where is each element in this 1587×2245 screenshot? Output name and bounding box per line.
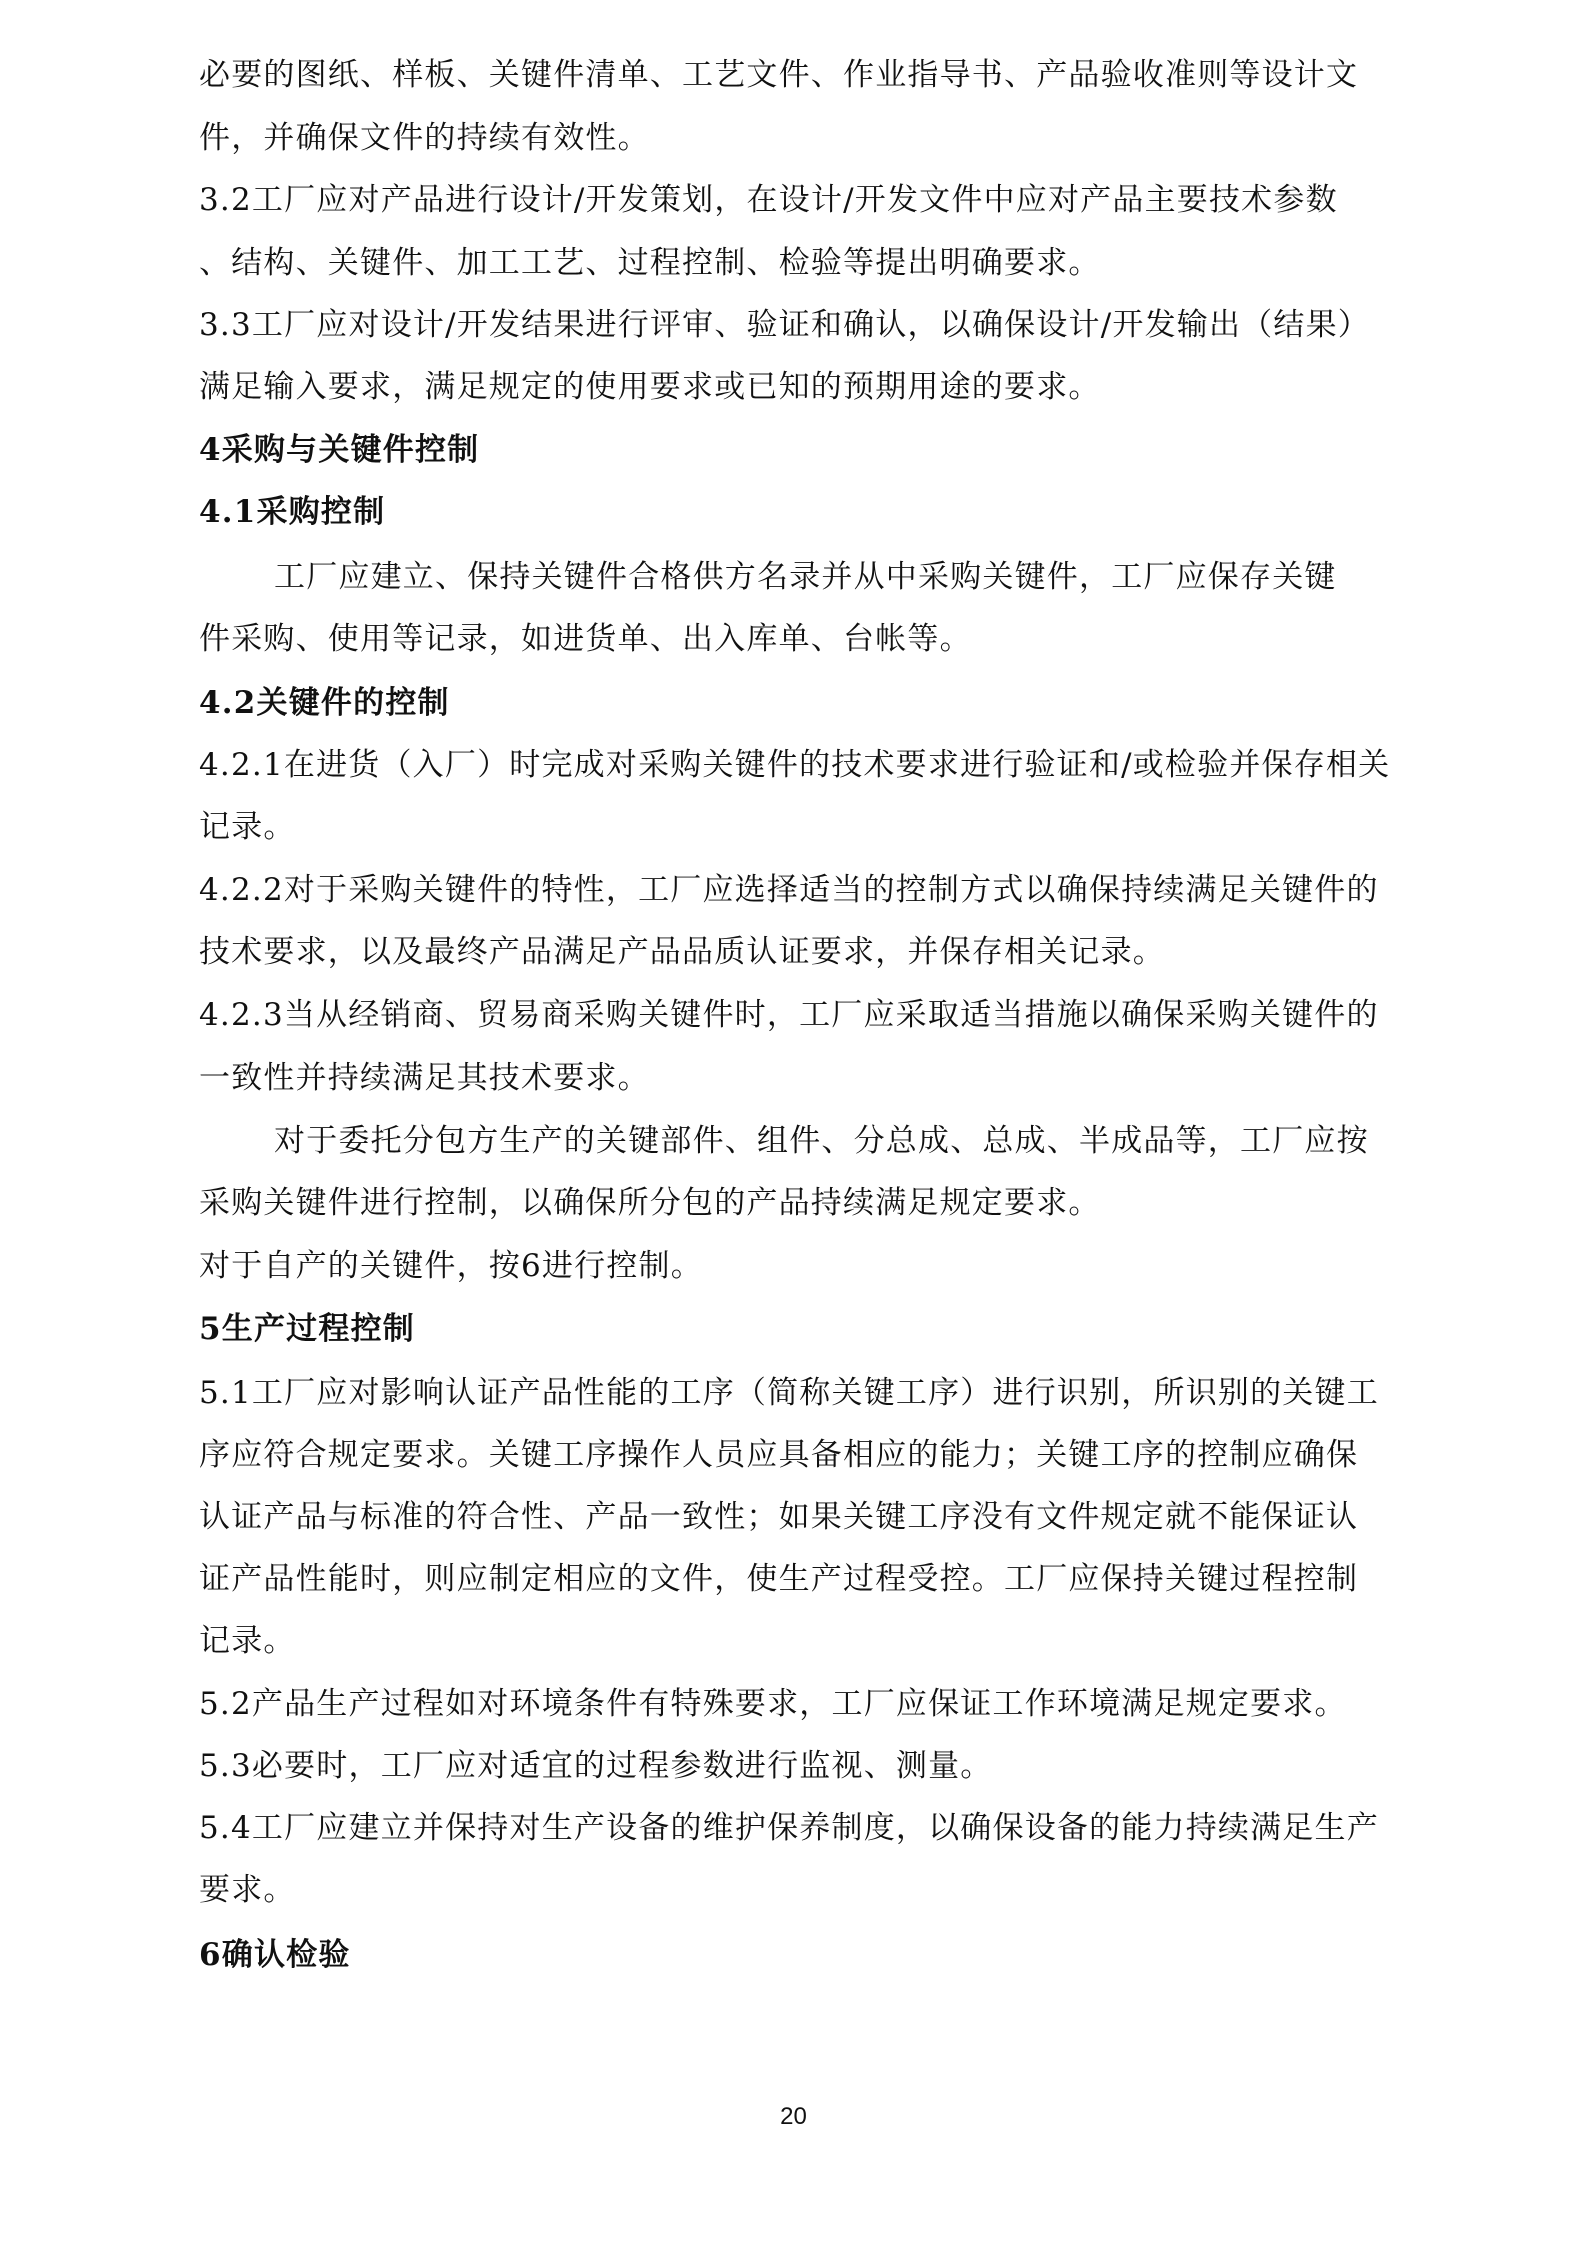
clause-4-2-3: 4.2.3当从经销商、贸易商采购关键件时，工厂应采取适当措施以确保采购关键件的 <box>199 997 1379 1033</box>
body-text-line: 件采购、使用等记录，如进货单、出入库单、台帐等。 <box>199 621 972 657</box>
body-text-line: 采购关键件进行控制，以确保所分包的产品持续满足规定要求。 <box>199 1185 1101 1221</box>
clause-4-2-2: 4.2.2对于采购关键件的特性，工厂应选择适当的控制方式以确保持续满足关键件的 <box>199 872 1379 908</box>
body-text-line: 证产品性能时，则应制定相应的文件，使生产过程受控。工厂应保持关键过程控制 <box>199 1561 1359 1597</box>
body-text-line: 记录。 <box>199 1623 296 1659</box>
body-text-line: 件，并确保文件的持续有效性。 <box>199 120 650 156</box>
section-heading-4-1: 4.1采购控制 <box>199 494 386 530</box>
clause-5-1: 5.1工厂应对影响认证产品性能的工序（简称关键工序）进行识别，所识别的关键工 <box>199 1375 1379 1411</box>
clause-4-2-1: 4.2.1在进货（入厂）时完成对采购关键件的技术要求进行验证和/或检验并保存相关 <box>199 747 1391 783</box>
body-text-line: 必要的图纸、样板、关键件清单、工艺文件、作业指导书、产品验收准则等设计文 <box>199 57 1359 93</box>
body-text-line: 记录。 <box>199 809 296 845</box>
section-heading-6: 6确认检验 <box>199 1937 351 1973</box>
body-text-line: 技术要求，以及最终产品满足产品品质认证要求，并保存相关记录。 <box>199 934 1165 970</box>
body-text-line: 满足输入要求，满足规定的使用要求或已知的预期用途的要求。 <box>199 369 1101 405</box>
clause-5-2: 5.2产品生产过程如对环境条件有特殊要求，工厂应保证工作环境满足规定要求。 <box>199 1686 1347 1722</box>
body-text-line: 要求。 <box>199 1872 296 1908</box>
clause-3-2: 3.2工厂应对产品进行设计/开发策划，在设计/开发文件中应对产品主要技术参数 <box>199 182 1338 218</box>
clause-3-3: 3.3工厂应对设计/开发结果进行评审、验证和确认，以确保设计/开发输出（结果） <box>199 307 1370 343</box>
body-text-line: 对于自产的关键件，按6进行控制。 <box>199 1248 703 1284</box>
section-heading-4-2: 4.2关键件的控制 <box>199 685 450 721</box>
body-text-line: 一致性并持续满足其技术要求。 <box>199 1060 650 1096</box>
body-text-line: 、结构、关键件、加工工艺、过程控制、检验等提出明确要求。 <box>199 245 1101 281</box>
section-heading-5: 5生产过程控制 <box>199 1311 415 1347</box>
body-text-line: 工厂应建立、保持关键件合格供方名录并从中采购关键件，工厂应保存关键 <box>274 559 1337 595</box>
clause-5-4: 5.4工厂应建立并保持对生产设备的维护保养制度，以确保设备的能力持续满足生产 <box>199 1810 1379 1846</box>
clause-5-3: 5.3必要时，工厂应对适宜的过程参数进行监视、测量。 <box>199 1748 993 1784</box>
body-text-line: 序应符合规定要求。关键工序操作人员应具备相应的能力；关键工序的控制应确保 <box>199 1437 1359 1473</box>
body-text-line: 对于委托分包方生产的关键部件、组件、分总成、总成、半成品等，工厂应按 <box>274 1123 1369 1159</box>
section-heading-4: 4采购与关键件控制 <box>199 432 480 468</box>
body-text-line: 认证产品与标准的符合性、产品一致性；如果关键工序没有文件规定就不能保证认 <box>199 1499 1359 1535</box>
page-number: 20 <box>780 2103 807 2130</box>
